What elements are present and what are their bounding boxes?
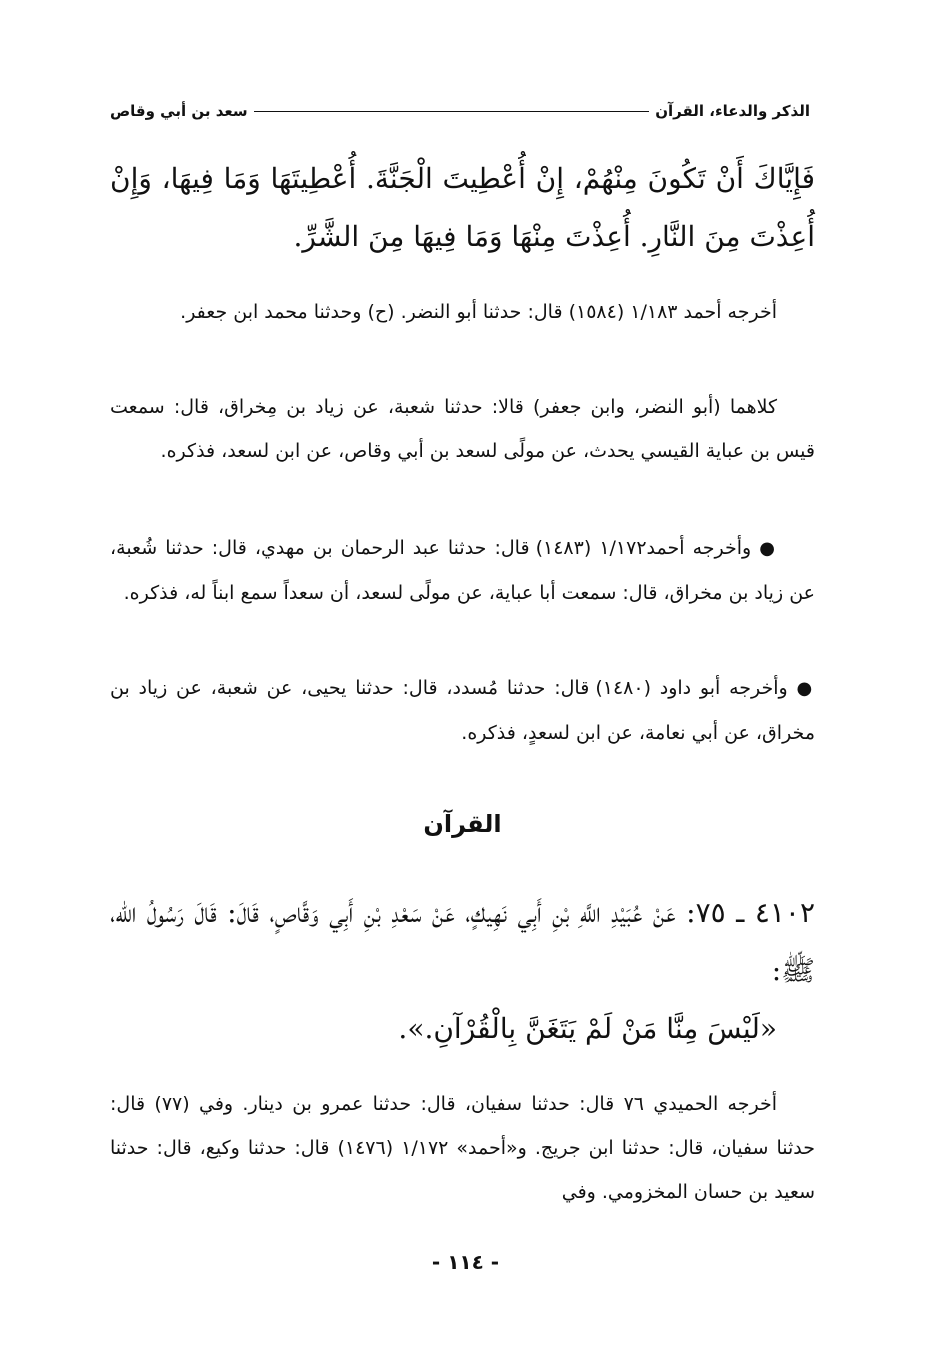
bullet-icon: ● bbox=[759, 538, 777, 559]
running-header bbox=[110, 96, 810, 126]
section-heading: القرآن bbox=[423, 810, 502, 838]
takhrij-bullet-note-1 bbox=[110, 526, 815, 615]
takhrij-note-1: أخرجه أحمد ١/١٨٣ (١٥٨٤) قال: حدثنا أبو النضر. (ح) وحدثنا محمد ابن جعفر. bbox=[180, 301, 777, 323]
page-number: - ١١٤ - bbox=[431, 1250, 500, 1274]
hadith-main-matn: «لَيْسَ مِنَّا مَنْ لَمْ يَتَغَنَّ بِالْقُرْآنِ.». bbox=[398, 1012, 777, 1045]
takhrij-note-2: كلاهما (أبو النضر، وابن جعفر) قالا: حدثنا شعبة، عن زياد بن مِخراق، قال: سمعت قيس بن عباية القيسي يحدث، عن مولًى لسعد بن أبي وقاص، عن ابن لسعد، فذكره. bbox=[110, 396, 815, 462]
bullet-note-text-2: وأخرجه أبو داود (١٤٨٠) قال: حدثنا مُسدد، قال: حدثنا يحيى، عن شعبة، عن زياد بن مخراق، عن أبي نعامة، عن ابن لسعدٍ، فذكره. bbox=[110, 677, 815, 744]
header-rule bbox=[254, 111, 650, 112]
takhrij-bullet-note-2 bbox=[110, 666, 815, 755]
hadith-text-top: فَإِيَّاكَ أَنْ تَكُونَ مِنْهُمْ، إِنْ أُعْطِيتَ الْجَنَّةَ. أُعْطِيتَهَا وَمَا فِيهَا، وَإِنْ أُعِذْتَ مِنَ النَّارِ. أُعِذْتَ مِنْهَا وَمَا فِيهَا مِنَ الشَّرِّ. bbox=[110, 162, 815, 253]
header-section-title: سعد بن أبي وقاص bbox=[110, 102, 248, 120]
hadith-main-isnad: ٤١٠٢ ـ ٧٥: عَنْ عُبَيْدِ اللَّهِ بْنِ أَبِي نَهِيكٍ، عَنْ سَعْدِ بْنِ أَبِي وَقَّاصٍ، قَالَ: قَالَ رَسُولُ الله، ﷺ: bbox=[110, 896, 815, 987]
bullet-icon: ● bbox=[796, 678, 815, 699]
header-chapter-title: الذكر والدعاء، القرآن bbox=[655, 102, 810, 120]
takhrij-note-bottom: أخرجه الحميدي ٧٦ قال: حدثنا سفيان، قال: حدثنا عمرو بن دينار. وفي (٧٧) قال: حدثنا سفيان، قال: حدثنا ابن جريج. و«أحمد» ١/١٧٢ (١٤٧٦) قال: حدثنا وكيع، قال: حدثنا سعيد بن حسان المخزومي. وفي bbox=[110, 1093, 816, 1203]
bullet-note-text-1: وأخرجه أحمد١/١٧٢ (١٤٨٣) قال: حدثنا عبد الرحمان بن مهدي، قال: حدثنا شُعبة، عن زياد بن مخراق، قال: سمعت أبا عباية، عن مولًى لسعد، أن سعداً سمع ابناً له، فذكره. bbox=[110, 537, 815, 604]
hadith-main bbox=[110, 884, 815, 1058]
